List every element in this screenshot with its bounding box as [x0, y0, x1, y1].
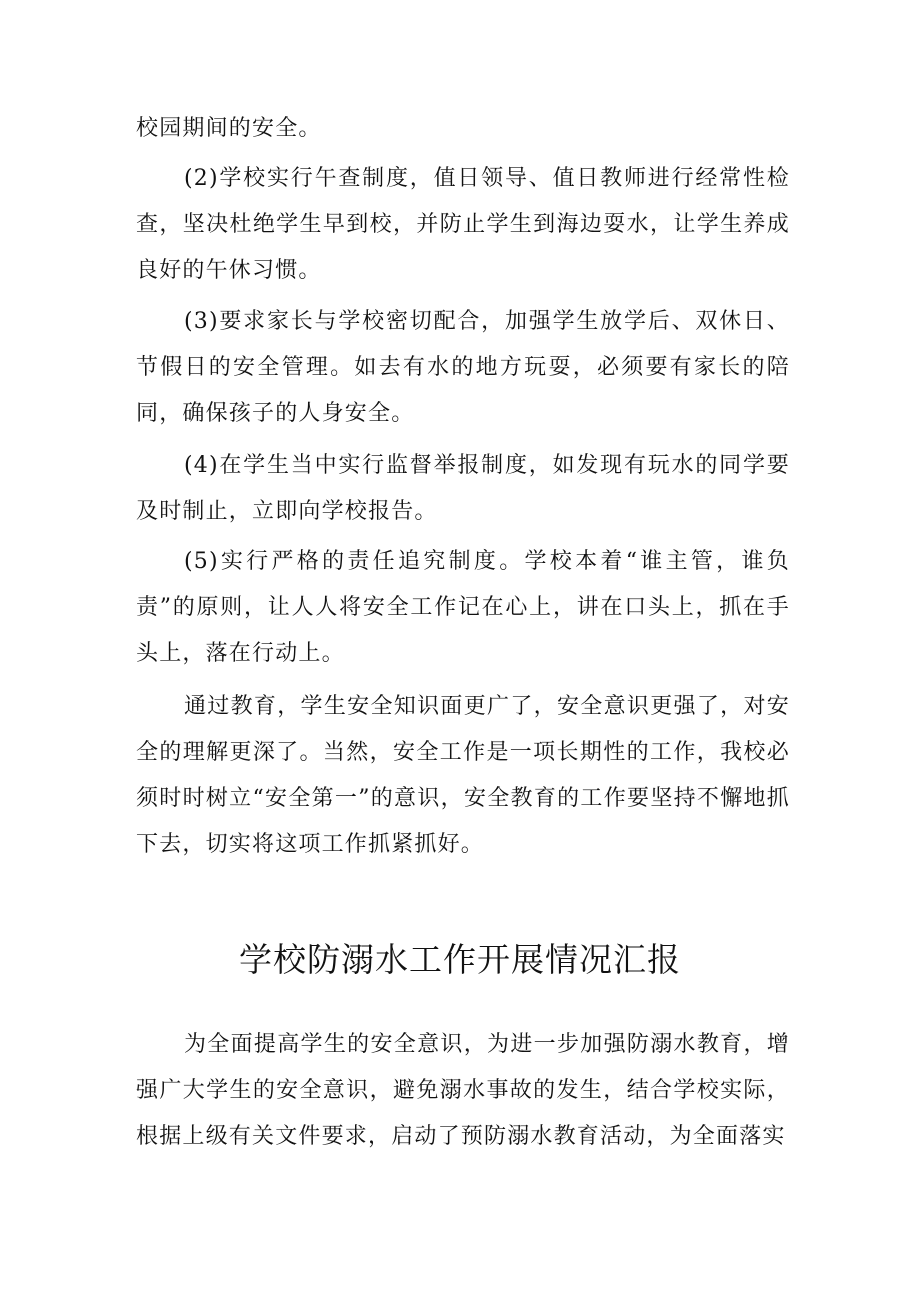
paragraph-continuation: 校园期间的安全。 — [136, 116, 322, 141]
paragraph-intro: 为全面提高学生的安全意识，为进一步加强防溺水教育，增强广大学生的安全意识，避免溺水事故的发生，结合学校实际，根据上级有关文件要求，启动了预防溺水教育活动，为全面落实 — [136, 1032, 790, 1149]
paragraph-item-4: (4)在学生当中实行监督举报制度，如发现有玩水的同学要及时制止，立即向学校报告。 — [136, 453, 790, 524]
paragraph-summary: 通过教育，学生安全知识面更广了，安全意识更强了，对安全的理解更深了。当然，安全工作是一项长期性的工作，我校必须时时树立“安全第一”的意识，安全教育的工作要坚持不懈地抓下去，切实将这项工作抓紧抓好。 — [136, 694, 790, 857]
paragraph-item-3: (3)要求家长与学校密切配合，加强学生放学后、双休日、节假日的安全管理。如去有水的地方玩耍，必须要有家长的陪同，确保孩子的人身安全。 — [136, 309, 790, 426]
section-title: 学校防溺水工作开展情况汇报 — [239, 940, 681, 979]
paragraph-item-2: (2)学校实行午查制度，值日领导、值日教师进行经常性检查，坚决杜绝学生早到校，并防止学生到海边耍水，让学生养成良好的午休习惯。 — [136, 166, 790, 283]
paragraph-item-5: (5)实行严格的责任追究制度。学校本着“谁主管，谁负责”的原则，让人人将安全工作记在心上，讲在口头上，抓在手头上，落在行动上。 — [136, 549, 790, 666]
